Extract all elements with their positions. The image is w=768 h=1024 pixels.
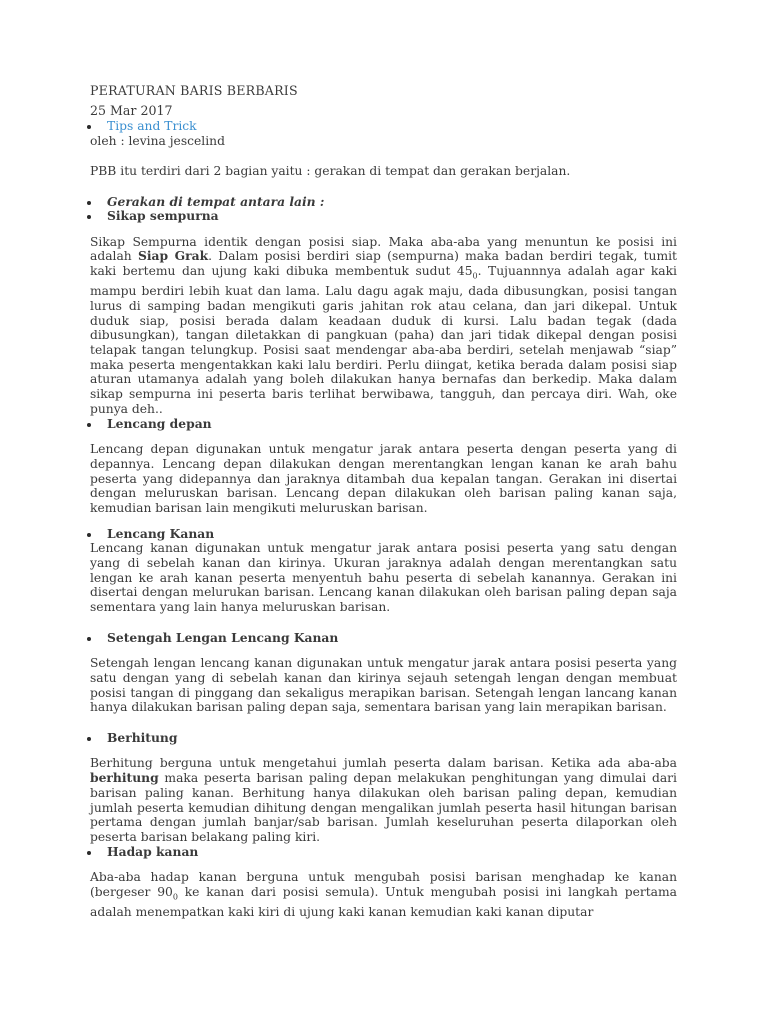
text-run: ke kanan dari posisi semula). Untuk mengubah posisi ini langkah pertama adalah menempatkan kaki kiri di ujung kaki kanan kemudian kaki kanan diputar xyxy=(90,884,677,920)
bullet-hadap-kanan xyxy=(87,845,677,860)
bullet-gerakan-di-tempat xyxy=(87,195,677,210)
post-date: 25 Mar 2017 xyxy=(90,103,173,118)
bold-term: berhitung xyxy=(90,770,159,786)
tag-link[interactable] xyxy=(87,119,677,134)
section-heading: Setengah Lengan Lencang Kanan xyxy=(107,629,339,645)
author-line: oleh : levina jescelind xyxy=(90,133,225,148)
section-heading: Hadap kanan xyxy=(107,843,199,859)
hadap-kanan-paragraph xyxy=(90,870,677,920)
text-run: Berhitung berguna untuk mengetahui jumlah peserta dalam barisan. Ketika ada aba-aba xyxy=(90,756,677,771)
bullet-lencang-kanan xyxy=(87,527,677,542)
text-run: Aba-aba hadap kanan berguna untuk mengubah posisi barisan menghadap ke kanan (bergeser 90 xyxy=(90,870,677,899)
lencang-depan-paragraph: Lencang depan digunakan untuk mengatur jarak antara peserta dengan peserta yang di depannya. Lencang depan dilakukan dengan merentangkan lengan kanan ke arah bahu peserta yang didepannya dan jaraknya ditambah dua kepalan tangan. Gerakan ini disertai dengan meluruskan barisan. Lencang depan dilakukan oleh barisan paling kanan saja, kemudian barisan lain mengikuti meluruskan barisan. xyxy=(90,442,677,515)
section-heading: Lencang depan xyxy=(107,415,212,431)
tag-label[interactable]: Tips and Trick xyxy=(107,119,197,133)
article xyxy=(90,83,677,920)
lencang-kanan-paragraph: Lencang kanan digunakan untuk mengatur jarak antara posisi peserta yang satu dengan yang di sebelah kanan dan kirinya. Ukuran jaraknya adalah dengan merentangkan satu lengan ke arah kanan peserta menyentuh bahu peserta di sebelah kanannya. Gerakan ini disertai dengan melurukan barisan. Lencang kanan dilakukan oleh barisan paling depan saja sementara yang lain hanya meluruskan barisan. xyxy=(90,541,677,614)
subscript: 0 xyxy=(472,271,478,281)
section-heading: Lencang Kanan xyxy=(107,525,215,541)
subscript: 0 xyxy=(172,892,178,902)
section-heading: Sikap sempurna xyxy=(107,208,219,224)
section-heading: Berhitung xyxy=(107,729,178,745)
bullet-lencang-depan xyxy=(87,417,677,432)
text-run: . Dalam posisi berdiri siap (sempurna) maka badan berdiri tegak, tumit kaki bertemu dan ujung kaki dibuka membentuk sudut 45 xyxy=(90,249,677,279)
text-run: . Tujuannnya adalah agar kaki mampu berdiri lebih kuat dan lama. Lalu dagu agak maju, dada dibusungkan, posisi tangan lurus di samping badan mengikuti garis jahitan rok atau celana, dan jari dikepal. Untuk duduk siap, posisi berada dalam keadaan duduk di kursi. Lalu badan tegak (dada dibusungkan), tangan diletakkan di pangkuan (paha) dan jari tidak dikepal dengan posisi telapak tangan telungkup. Posisi saat mendengar aba-aba berdiri, setelah menjawab “siap” maka peserta mengentakkan kaki lalu berdiri. Perlu diingat, ketika berada dalam posisi siap aturan utamanya adalah yang boleh dilakukan hanya bernafas dan berkedip. Maka dalam sikap sempurna ini peserta baris terlihat berwibawa, tangguh, dan percaya diri. Wah, oke punya deh.. xyxy=(90,264,677,416)
intro-paragraph: PBB itu terdiri dari 2 bagian yaitu : gerakan di tempat dan gerakan berjalan. xyxy=(90,164,571,178)
bold-term: Siap Grak xyxy=(137,248,209,264)
article-title: PERATURAN BARIS BERBARIS xyxy=(90,83,298,98)
setengah-lengan-paragraph: Setengah lengan lencang kanan digunakan untuk mengatur jarak antara posisi peserta yang satu dengan yang di sebelah kanan dan kirinya sejauh setengah lengan dengan membuat posisi tangan di pinggang dan sekaligus merapikan barisan. Setengah lengan lancang kanan hanya dilakukan barisan paling depan saja, sementara barisan yang lain merapikan barisan. xyxy=(90,656,677,715)
text-run: Sikap Sempurna identik dengan posisi siap. Maka aba-aba yang menuntun ke posisi ini adalah xyxy=(90,234,677,264)
bullet-label: Gerakan di tempat antara lain : xyxy=(107,193,325,209)
berhitung-paragraph xyxy=(90,756,677,844)
bullet-sikap-sempurna xyxy=(87,209,677,224)
text-run: maka peserta barisan paling depan melakukan penghitungan yang dimulai dari barisan paling kanan. Berhitung hanya dilakukan oleh barisan paling depan, kemudian jumlah peserta kemudian dihitung dengan mengalikan jumlah peserta hasil hitungan barisan pertama dengan jumlah banjar/sab barisan. Jumlah keseluruhan peserta dilaporkan oleh peserta barisan belakang paling kiri. xyxy=(90,771,677,844)
bullet-setengah-lengan xyxy=(87,631,677,646)
sikap-sempurna-paragraph xyxy=(90,235,677,417)
bullet-berhitung xyxy=(87,731,677,746)
